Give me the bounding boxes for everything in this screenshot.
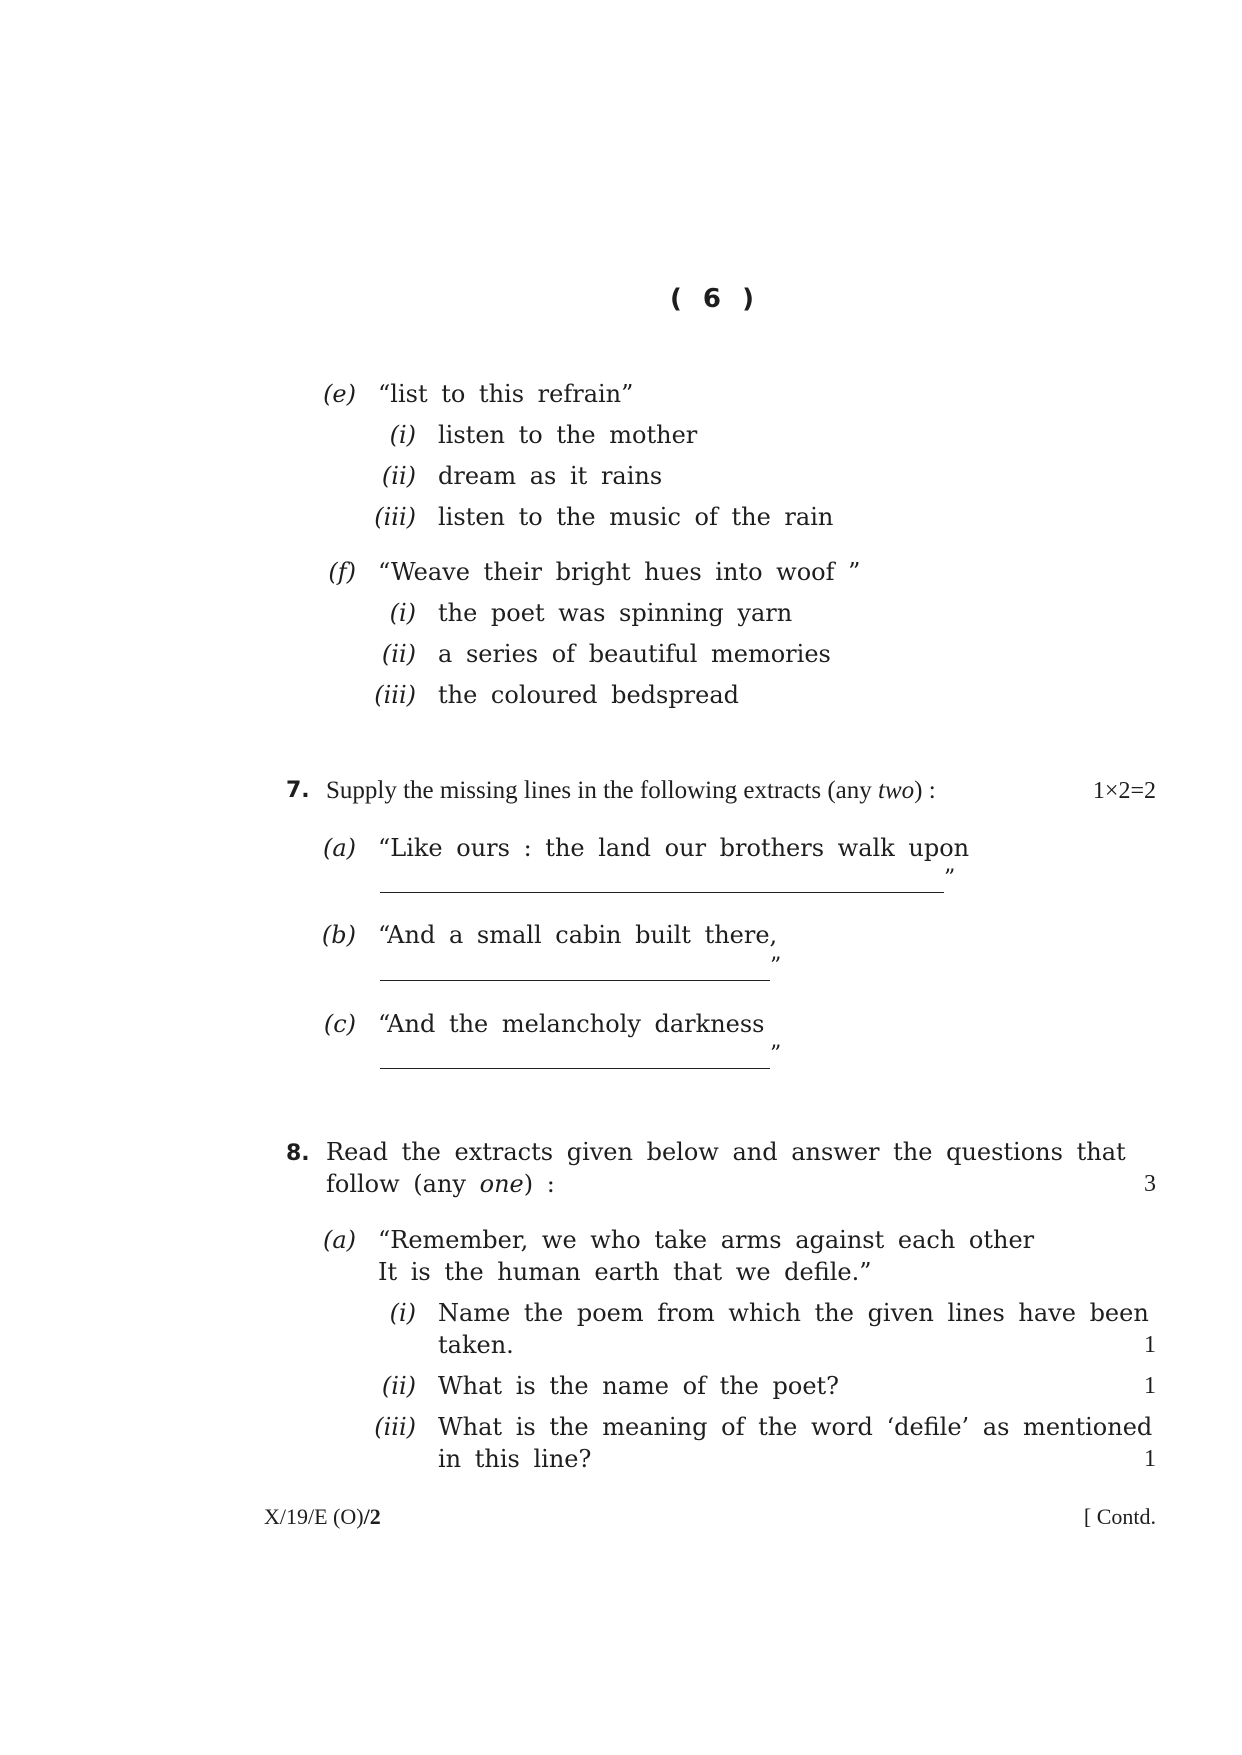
q8-a-question-text: What is the name of the poet? [438, 1372, 840, 1400]
q8-a-question-label: (ii) [381, 1372, 416, 1400]
q7-c-label: (c) [323, 1010, 356, 1038]
q8-a-quote-line2: It is the human earth that we defile.” [378, 1258, 872, 1286]
q8-instruction-line1: Read the extracts given below and answer the questions that [326, 1138, 1126, 1166]
paper-code: X/19/E (O)/2 [264, 1504, 381, 1529]
q6-e-option-label: (i) [389, 421, 416, 449]
page-number: ( 6 ) [670, 284, 760, 314]
q6-f-option-text: the poet was spinning yarn [438, 599, 793, 627]
q6-f-option-text: the coloured bedspread [438, 681, 740, 709]
q6-f-option-label: (ii) [381, 640, 416, 668]
closing-quote: ” [770, 1042, 782, 1067]
question-marks: 1 [1144, 1373, 1156, 1399]
q6-f-option-label: (i) [389, 599, 416, 627]
closing-quote: ” [944, 866, 956, 891]
q7-marks: 1×2=2 [1092, 778, 1156, 804]
q6-e-option-text: listen to the music of the rain [438, 503, 834, 531]
q6-f-quote: “Weave their bright hues into woof ” [378, 558, 861, 586]
q6-e-quote: “list to this refrain” [378, 380, 634, 408]
q7-b-line: “And a small cabin built there, [378, 921, 778, 949]
question-number: 7. [286, 778, 310, 803]
q8-a-label: (a) [322, 1226, 356, 1254]
q7-a-line: “Like ours : the land our brothers walk upon [378, 834, 970, 862]
answer-blank-line [380, 892, 944, 893]
q8-a-quote-line1: “Remember, we who take arms against each other [378, 1226, 1035, 1254]
q8-a-question-text: Name the poem from which the given lines have been [438, 1299, 1149, 1327]
question-marks: 1 [1144, 1446, 1156, 1472]
q8-a-question-label: (i) [389, 1299, 416, 1327]
q6-e-option-label: (ii) [381, 462, 416, 490]
q6-e-option-label: (iii) [374, 503, 416, 531]
q6-e-option-text: dream as it rains [438, 462, 663, 490]
q8-a-question-label: (iii) [374, 1413, 416, 1441]
q6-e-option-text: listen to the mother [438, 421, 698, 449]
q7-a-label: (a) [322, 834, 356, 862]
q8-marks: 3 [1144, 1171, 1156, 1197]
q8-a-question-text: taken. [438, 1331, 514, 1359]
q6-f-label: (f) [328, 558, 356, 586]
q7-instruction: Supply the missing lines in the following extracts (any two) : [326, 777, 936, 804]
continued-note: [ Contd. [1083, 1504, 1156, 1529]
q6-e-label: (e) [323, 380, 356, 408]
question-number: 8. [286, 1141, 310, 1166]
q6-f-option-text: a series of beautiful memories [438, 640, 831, 668]
answer-blank-line [380, 980, 770, 981]
q7-b-label: (b) [321, 921, 356, 949]
q8-a-question-text: in this line? [438, 1445, 592, 1473]
answer-blank-line [380, 1068, 770, 1069]
q8-instruction-line2: follow (any one) : [326, 1170, 555, 1198]
q8-a-question-text: What is the meaning of the word ‘defile’ as mentioned [438, 1413, 1153, 1441]
question-marks: 1 [1144, 1332, 1156, 1358]
closing-quote: ” [770, 954, 782, 979]
q6-f-option-label: (iii) [374, 681, 416, 709]
q7-c-line: “And the melancholy darkness [378, 1010, 765, 1038]
